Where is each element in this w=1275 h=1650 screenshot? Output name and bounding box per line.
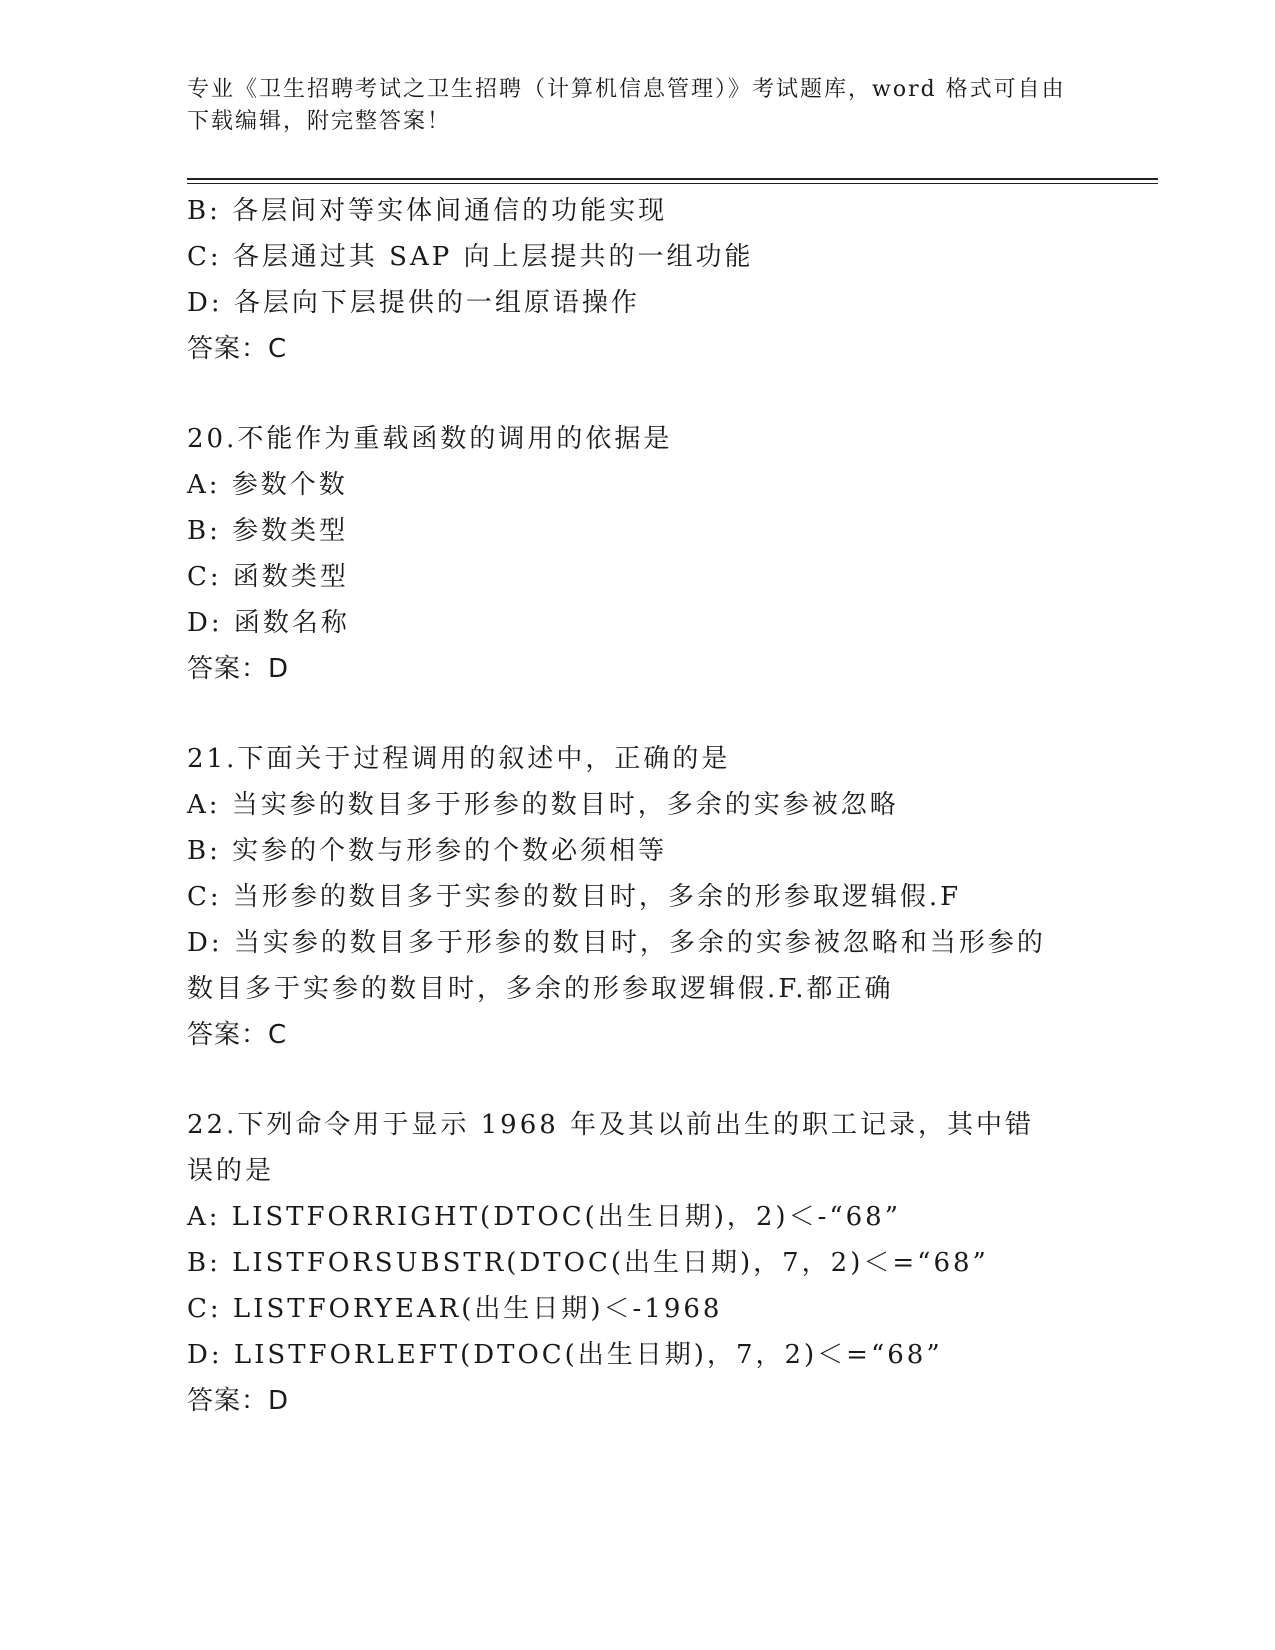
header-divider-thick — [187, 178, 1158, 180]
option-d: D: LISTFORLEFT(DTOC(出生日期)，7，2)＜=“68” — [187, 1340, 943, 1370]
option-c: C: 各层通过其 SAP 向上层提共的一组功能 — [187, 242, 754, 272]
answer: 答案：C — [187, 1020, 288, 1050]
question-19-continued — [187, 188, 1087, 372]
answer: 答案：C — [187, 334, 288, 364]
question-list — [187, 188, 1087, 1424]
option-c: C: 函数类型 — [187, 562, 349, 592]
option-d: D: 函数名称 — [187, 608, 350, 638]
option-b: B: LISTFORSUBSTR(DTOC(出生日期)，7，2)＜=“68” — [187, 1248, 989, 1278]
option-b: B: 参数类型 — [187, 516, 349, 546]
answer: 答案：D — [187, 654, 290, 684]
header-divider-thin — [187, 183, 1158, 184]
question-22 — [187, 1102, 1087, 1424]
document-header: 专业《卫生招聘考试之卫生招聘（计算机信息管理）》考试题库，word 格式可自由下载编辑，附完整答案！ — [187, 77, 1066, 134]
question-21 — [187, 736, 1087, 1058]
question-20 — [187, 416, 1087, 692]
option-d: D: 各层向下层提供的一组原语操作 — [187, 288, 640, 318]
option-b: B: 实参的个数与形参的个数必须相等 — [187, 836, 668, 866]
option-d: D: 当实参的数目多于形参的数目时，多余的实参被忽略和当形参的数目多于实参的数目时，多余的形参取逻辑假.F.都正确 — [187, 928, 1046, 1004]
question-stem: 21.下面关于过程调用的叙述中，正确的是 — [187, 744, 731, 774]
question-stem: 22.下列命令用于显示 1968 年及其以前出生的职工记录，其中错误的是 — [187, 1110, 1035, 1186]
option-a: A: 当实参的数目多于形参的数目时，多余的实参被忽略 — [187, 790, 899, 820]
question-stem: 20.不能作为重载函数的调用的依据是 — [187, 424, 673, 454]
option-c: C: LISTFORYEAR(出生日期)＜-1968 — [187, 1294, 723, 1324]
option-b: B: 各层间对等实体间通信的功能实现 — [187, 196, 668, 226]
option-c: C: 当形参的数目多于实参的数目时，多余的形参取逻辑假.F — [187, 882, 962, 912]
option-a: A: LISTFORRIGHT(DTOC(出生日期)，2)＜-“68” — [187, 1202, 902, 1232]
option-a: A: 参数个数 — [187, 470, 348, 500]
answer: 答案：D — [187, 1386, 290, 1416]
